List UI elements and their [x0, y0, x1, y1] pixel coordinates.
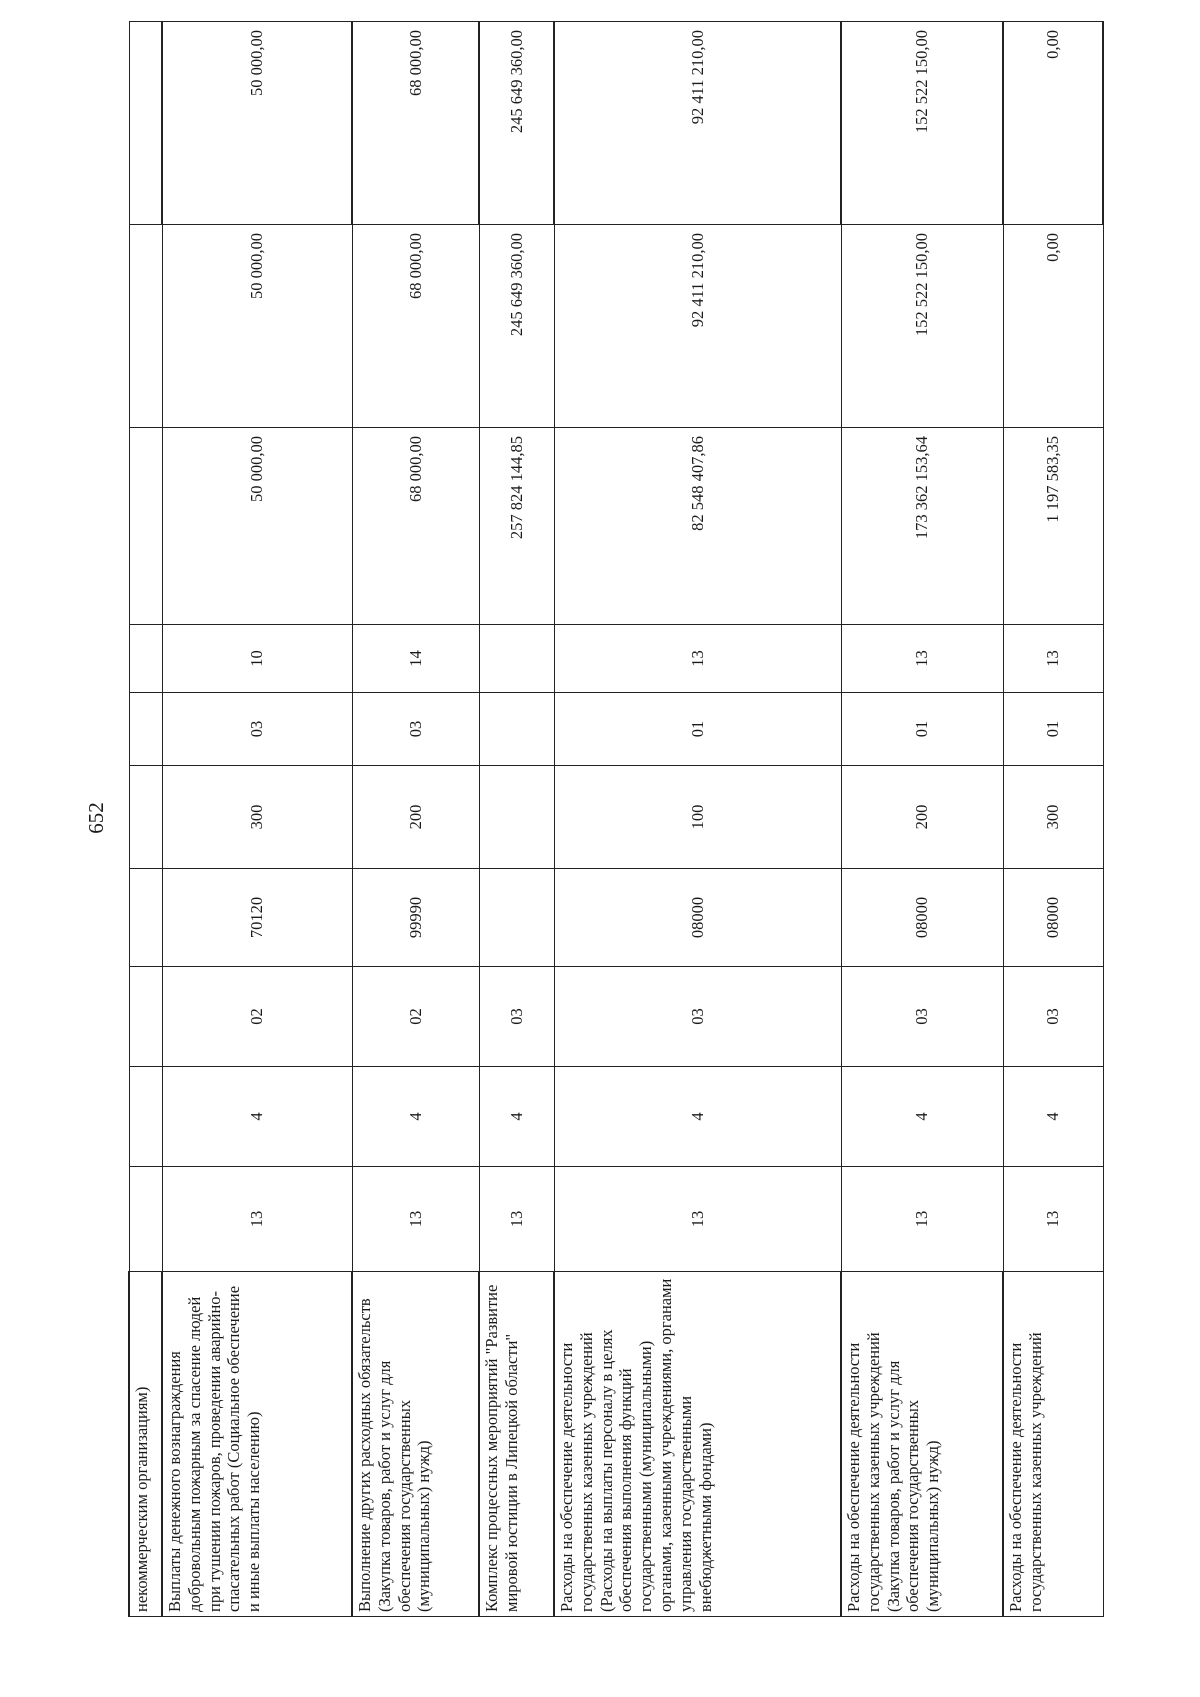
expense-type-cell: 300 [1003, 766, 1103, 869]
expense-type-cell: 300 [162, 766, 352, 869]
section-cell: 4 [352, 1067, 479, 1167]
row-description: Выполнение других расходных обязательств (Закупка товаров, работ и услуг для обеспечения государственных (муниципальных) нужд) [352, 1272, 479, 1617]
subprogram-cell [129, 967, 162, 1067]
target-code-cell: 08000 [841, 869, 1003, 967]
amount-year-2: 68 000,00 [352, 225, 479, 428]
table-row [162, 22, 352, 1617]
amount-year-3: 0,00 [1003, 22, 1103, 225]
rz-cell: 03 [162, 693, 352, 766]
table-row [841, 22, 1003, 1617]
amount-year-1: 257 824 144,85 [479, 428, 554, 625]
table-row [554, 22, 841, 1617]
subprogram-cell: 03 [1003, 967, 1103, 1067]
amount-year-2 [129, 225, 162, 428]
section-cell: 4 [162, 1067, 352, 1167]
amount-year-2: 0,00 [1003, 225, 1103, 428]
row-description: Расходы на обеспечение деятельности государственных казенных учреждений (Расходы на выплаты персоналу в целях обеспечения выполнения функций государственными (муниципальными) органами, казенными учреждениями, органами управления государственными внебюджетными фондами) [554, 1272, 841, 1617]
grbs-cell: 13 [352, 1167, 479, 1272]
target-code-cell: 08000 [554, 869, 841, 967]
pr-cell: 13 [1003, 625, 1103, 693]
pr-cell [479, 625, 554, 693]
grbs-cell: 13 [479, 1167, 554, 1272]
pr-cell: 13 [554, 625, 841, 693]
table-row [1003, 22, 1103, 1617]
expense-type-cell: 200 [352, 766, 479, 869]
amount-year-1 [129, 428, 162, 625]
amount-year-3: 152 522 150,00 [841, 22, 1003, 225]
expense-type-cell [479, 766, 554, 869]
target-code-cell: 99990 [352, 869, 479, 967]
subprogram-cell: 02 [162, 967, 352, 1067]
subprogram-cell: 03 [479, 967, 554, 1067]
pr-cell: 13 [841, 625, 1003, 693]
rotated-table-wrapper [128, 30, 1102, 1617]
subprogram-cell: 03 [554, 967, 841, 1067]
rz-cell: 01 [1003, 693, 1103, 766]
expense-type-cell: 100 [554, 766, 841, 869]
table-row [352, 22, 479, 1617]
amount-year-3: 68 000,00 [352, 22, 479, 225]
table-row [129, 22, 162, 1617]
amount-year-3: 92 411 210,00 [554, 22, 841, 225]
amount-year-2: 50 000,00 [162, 225, 352, 428]
rz-cell: 01 [554, 693, 841, 766]
section-cell: 4 [479, 1067, 554, 1167]
pr-cell [129, 625, 162, 693]
target-code-cell [479, 869, 554, 967]
amount-year-2: 245 649 360,00 [479, 225, 554, 428]
section-cell: 4 [554, 1067, 841, 1167]
table-row [479, 22, 554, 1617]
target-code-cell: 70120 [162, 869, 352, 967]
grbs-cell: 13 [1003, 1167, 1103, 1272]
grbs-cell: 13 [841, 1167, 1003, 1272]
rz-cell [129, 693, 162, 766]
amount-year-3 [129, 22, 162, 225]
target-code-cell: 08000 [1003, 869, 1103, 967]
row-description: Расходы на обеспечение деятельности государственных казенных учреждений (Закупка товаров, работ и услуг для обеспечения государственных (муниципальных) нужд) [841, 1272, 1003, 1617]
amount-year-3: 50 000,00 [162, 22, 352, 225]
rz-cell [479, 693, 554, 766]
expense-type-cell: 200 [841, 766, 1003, 869]
section-cell: 4 [1003, 1067, 1103, 1167]
budget-table [128, 21, 1104, 1617]
rz-cell: 03 [352, 693, 479, 766]
rz-cell: 01 [841, 693, 1003, 766]
grbs-cell [129, 1167, 162, 1272]
amount-year-2: 152 522 150,00 [841, 225, 1003, 428]
section-cell: 4 [841, 1067, 1003, 1167]
amount-year-3: 245 649 360,00 [479, 22, 554, 225]
amount-year-1: 68 000,00 [352, 428, 479, 625]
subprogram-cell: 03 [841, 967, 1003, 1067]
expense-type-cell [129, 766, 162, 869]
row-description: Выплаты денежного вознаграждения добровольным пожарным за спасение людей при тушении пожаров, проведении аварийно-спасательных работ (Социальное обеспечение и иные выплаты населению) [162, 1272, 352, 1617]
amount-year-1: 173 362 153,64 [841, 428, 1003, 625]
row-description: Расходы на обеспечение деятельности государственных казенных учреждений [1003, 1272, 1103, 1617]
amount-year-1: 50 000,00 [162, 428, 352, 625]
grbs-cell: 13 [554, 1167, 841, 1272]
amount-year-1: 82 548 407,86 [554, 428, 841, 625]
section-cell [129, 1067, 162, 1167]
page-number: 652 [84, 802, 108, 834]
amount-year-1: 1 197 583,35 [1003, 428, 1103, 625]
row-description: Комплекс процессных мероприятий "Развитие мировой юстиции в Липецкой области" [479, 1272, 554, 1617]
subprogram-cell: 02 [352, 967, 479, 1067]
row-description: некоммерческим организациям) [129, 1272, 162, 1617]
pr-cell: 14 [352, 625, 479, 693]
pr-cell: 10 [162, 625, 352, 693]
grbs-cell: 13 [162, 1167, 352, 1272]
target-code-cell [129, 869, 162, 967]
amount-year-2: 92 411 210,00 [554, 225, 841, 428]
